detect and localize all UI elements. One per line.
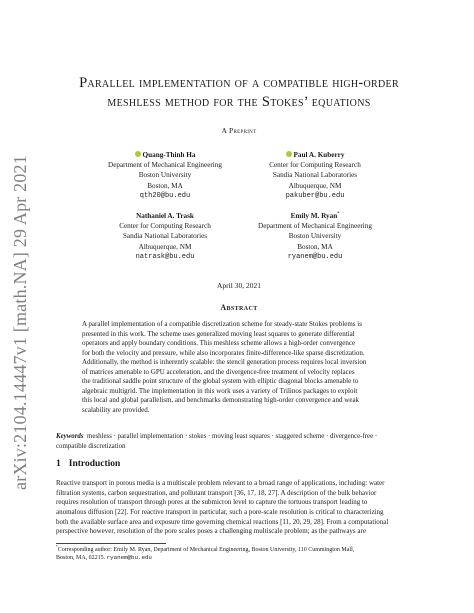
- abstract-line: of matrices amenable to GPU acceleration, and the divergence-free treatment of velocity replaces: [82, 367, 355, 376]
- author-block-3: [80, 211, 250, 262]
- keywords-label: Keywords: [56, 433, 84, 440]
- section-number: 1: [56, 459, 61, 469]
- abstract-line: scalability are provided.: [82, 405, 150, 414]
- author-name: Quang-Thinh Ha: [80, 150, 250, 160]
- author-email[interactable]: qth20@bu.edu: [139, 191, 191, 200]
- keywords-line: compatible discretization: [56, 442, 126, 450]
- author-affiliation: Sandia National Laboratories: [272, 171, 358, 180]
- abstract-line: the traditional saddle point structure of the global system with elliptic diagonal blocks amenable to: [82, 377, 359, 386]
- orcid-icon[interactable]: [135, 151, 141, 157]
- body-line: anomalous diffusion [22]. For reactive transport in particular, such a pore-scale resolution is critical to characterizing: [56, 507, 384, 516]
- paper-title: [56, 74, 422, 112]
- footnote-line: Boston, MA, 02215. ryanem@bu.edu: [56, 554, 152, 562]
- abstract-line: algebraic multigrid. The implementation in this work uses a variety of Trilinos packages to exploit: [82, 386, 358, 395]
- author-affiliation: Albuquerque, NM: [138, 242, 192, 251]
- corresponding-mark: *: [337, 210, 340, 216]
- abstract-line: this local and global parallelism, and benchmarks demonstrating high-order convergence and weak: [82, 396, 360, 405]
- author-affiliation: Department of Mechanical Engineering: [108, 161, 222, 170]
- abstract-line: operators and apply boundary conditions. This meshless scheme allows a high-order convergence: [82, 339, 356, 348]
- body-line: perspective however, resolution of the pore scales poses a challenging multiscale problem; as the pathways are: [56, 527, 366, 536]
- author-affiliation: Boston, MA: [147, 181, 183, 190]
- author-block-4: [230, 211, 400, 262]
- author-name: Nathaniel A. Trask: [136, 212, 194, 220]
- author-affiliation: Department of Mechanical Engineering: [258, 222, 372, 231]
- footnote-line: *Corresponding author: Emily M. Ryan, Department of Mechanical Engineering, Boston University, 110 Cummington Mall,: [56, 545, 355, 553]
- author-name: Emily M. Ryan*: [290, 210, 340, 220]
- abstract-line: presented in this work. The scheme uses generalized moving least squares to generate differential: [82, 329, 355, 338]
- keywords-line: Keywords meshless · parallel implementation · stokes · moving least squares · staggered scheme · divergence-free ·: [56, 433, 378, 440]
- author-email[interactable]: ryanem@bu.edu: [287, 252, 343, 261]
- author-affiliation: Boston University: [288, 232, 342, 241]
- author-name: Paul A. Kuberry: [230, 150, 400, 160]
- author-affiliation: Center for Computing Research: [269, 161, 361, 170]
- abstract-body: [82, 320, 398, 415]
- author-block-2: [230, 150, 400, 201]
- orcid-icon[interactable]: [286, 151, 292, 157]
- footnote-divider: [56, 543, 166, 544]
- author-block-1: [80, 150, 250, 201]
- footnote: [56, 546, 422, 563]
- footnote-email[interactable]: ryanem@bu.edu: [106, 554, 152, 562]
- arxiv-id-text: arXiv:2104.14447v1 [math.NA] 29 Apr 2021: [10, 155, 30, 490]
- author-affiliation: Boston University: [138, 171, 192, 180]
- section-heading-introduction: [56, 459, 422, 469]
- section-title: Introduction: [68, 459, 121, 469]
- abstract-line: for both the velocity and pressure, while also incorporates finite-difference-like sparse discretization.: [82, 348, 365, 357]
- preprint-label: A Preprint: [221, 126, 257, 135]
- publication-date: April 30, 2021: [217, 281, 261, 290]
- author-affiliation: Center for Computing Research: [119, 222, 211, 231]
- body-line: requires resolution of transport through pores at the submicron level to capture the tortuous transport leading to: [56, 498, 368, 507]
- arxiv-identifier-stamp: [8, 150, 32, 490]
- introduction-text: [56, 479, 422, 537]
- abstract-line: A parallel implementation of a compatible discretization scheme for steady-state Stokes problems is: [82, 320, 362, 328]
- body-line: Reactive transport in porous media is a multiscale problem relevant to a broad range of applications, including: water: [56, 479, 385, 487]
- abstract-heading: Abstract: [220, 303, 258, 312]
- author-affiliation: Albuquerque, NM: [288, 181, 342, 190]
- abstract-line: Additionally, the method is inherently scalable: the stencil generation process requires local inversion: [82, 358, 367, 367]
- title-line: Parallel implementation of a compatible high-order: [79, 75, 399, 91]
- author-affiliation: Sandia National Laboratories: [122, 232, 208, 241]
- footnote-mark: *: [56, 545, 58, 549]
- body-line: both the available surface area and exposure time governing chemical reactions [11, 20, 29, 28]. From a computational: [56, 517, 389, 526]
- author-email[interactable]: pakuber@bu.edu: [285, 191, 345, 200]
- keywords-block: [56, 432, 422, 451]
- author-affiliation: Boston, MA: [297, 242, 333, 251]
- author-email[interactable]: natrask@bu.edu: [135, 252, 195, 261]
- body-line: filtration systems, carbon sequestration, and pollutant transport [36, 17, 18, 27]. A description of the bulk behavior: [56, 488, 377, 497]
- title-line: meshless method for the Stokes’ equations: [107, 94, 371, 110]
